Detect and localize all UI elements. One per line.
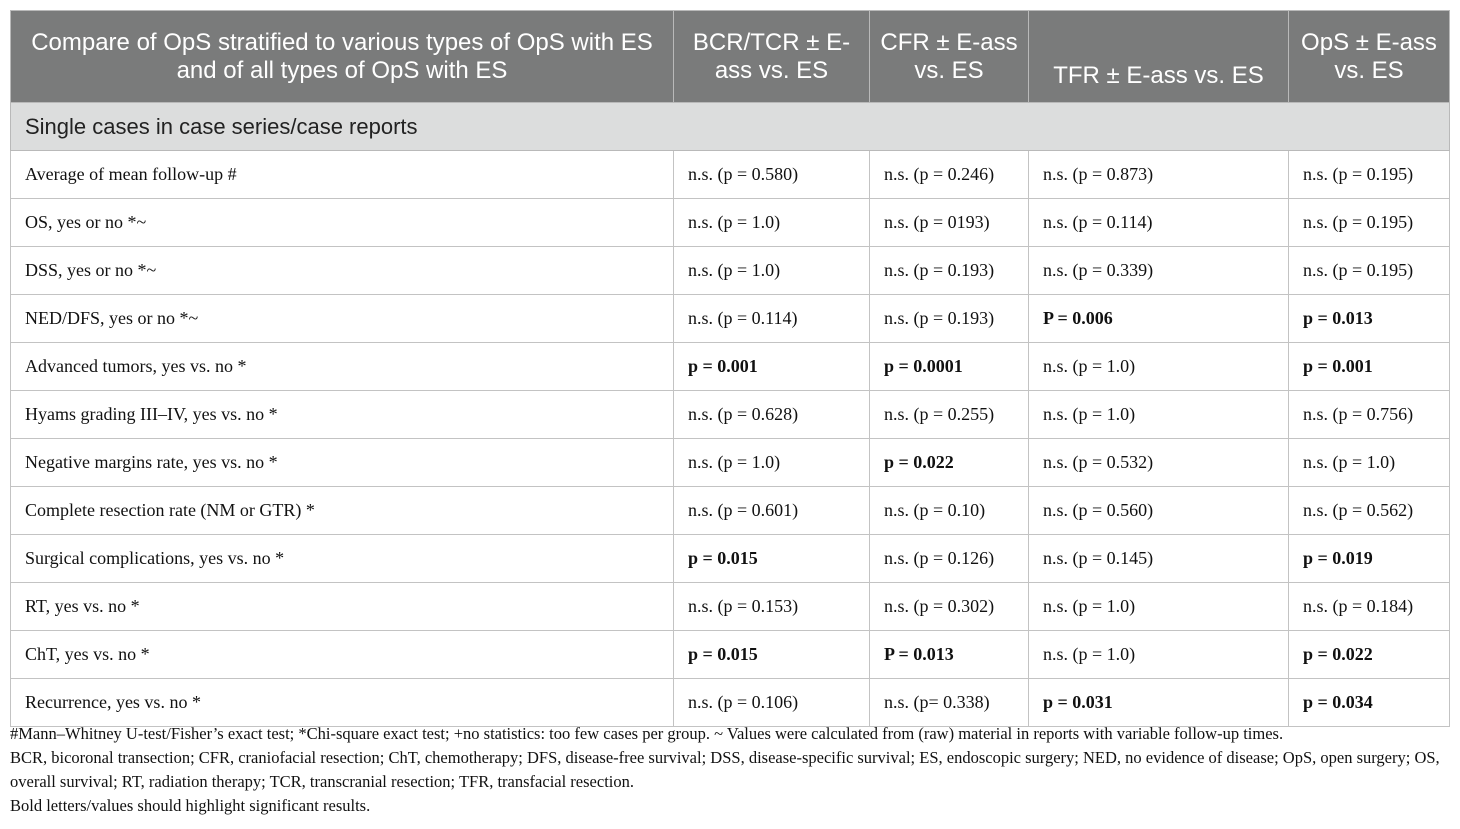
table-row — [11, 295, 1450, 343]
p-value-cell: p = 0.001 — [1289, 343, 1450, 391]
table-row — [11, 583, 1450, 631]
p-value-cell: n.s. (p = 1.0) — [674, 439, 870, 487]
p-value-cell: P = 0.006 — [1029, 295, 1289, 343]
p-value-cell: n.s. (p = 0.255) — [870, 391, 1029, 439]
row-label: Advanced tumors, yes vs. no * — [11, 343, 674, 391]
p-value-cell: n.s. (p = 0.153) — [674, 583, 870, 631]
p-value-cell: n.s. (p = 0.195) — [1289, 199, 1450, 247]
p-value-cell: n.s. (p = 0.193) — [870, 247, 1029, 295]
header-row — [11, 11, 1450, 103]
section-title: Single cases in case series/case reports — [11, 103, 1450, 151]
p-value-cell: n.s. (p = 0.532) — [1029, 439, 1289, 487]
p-value-cell: p = 0.031 — [1029, 679, 1289, 727]
table-row — [11, 343, 1450, 391]
p-value-cell: n.s. (p = 1.0) — [674, 199, 870, 247]
p-value-cell: p = 0.013 — [1289, 295, 1450, 343]
p-value-cell: n.s. (p = 0.560) — [1029, 487, 1289, 535]
p-value-cell: n.s. (p = 0.339) — [1029, 247, 1289, 295]
row-label: DSS, yes or no *~ — [11, 247, 674, 295]
p-value-cell: P = 0.013 — [870, 631, 1029, 679]
table-row — [11, 679, 1450, 727]
row-label: Hyams grading III–IV, yes vs. no * — [11, 391, 674, 439]
p-value-cell: n.s. (p = 0.601) — [674, 487, 870, 535]
table-row — [11, 199, 1450, 247]
p-value-cell: n.s. (p= 0.338) — [870, 679, 1029, 727]
p-value-cell: n.s. (p = 0.195) — [1289, 151, 1450, 199]
p-value-cell: n.s. (p = 0.114) — [674, 295, 870, 343]
table-row — [11, 391, 1450, 439]
p-value-cell: n.s. (p = 1.0) — [674, 247, 870, 295]
table-row — [11, 487, 1450, 535]
row-label: RT, yes vs. no * — [11, 583, 674, 631]
p-value-cell: n.s. (p = 0.145) — [1029, 535, 1289, 583]
p-value-cell: p = 0.0001 — [870, 343, 1029, 391]
row-label: Complete resection rate (NM or GTR) * — [11, 487, 674, 535]
p-value-cell: p = 0.034 — [1289, 679, 1450, 727]
row-label: Negative margins rate, yes vs. no * — [11, 439, 674, 487]
table-footnotes — [10, 722, 1452, 818]
row-label: OS, yes or no *~ — [11, 199, 674, 247]
header-bcr-tcr: BCR/TCR ± E-ass vs. ES — [674, 11, 870, 103]
results-table — [10, 10, 1450, 727]
header-cfr: CFR ± E-ass vs. ES — [870, 11, 1029, 103]
p-value-cell: n.s. (p = 0.756) — [1289, 391, 1450, 439]
p-value-cell: n.s. (p = 0.873) — [1029, 151, 1289, 199]
table-row — [11, 439, 1450, 487]
header-ops: OpS ± E-ass vs. ES — [1289, 11, 1450, 103]
row-label: Recurrence, yes vs. no * — [11, 679, 674, 727]
p-value-cell: p = 0.022 — [870, 439, 1029, 487]
footnote-tests: #Mann–Whitney U-test/Fisher’s exact test; *Chi-square exact test; +no statistics: too few cases per group. ~ Values were calculated from (raw) material in reports with variable follow-up times. — [10, 724, 1284, 743]
p-value-cell: n.s. (p = 0.246) — [870, 151, 1029, 199]
footnote-abbreviations: BCR, bicoronal transection; CFR, craniofacial resection; ChT, chemotherapy; DFS, disease-free survival; DSS, disease-specific survival; ES, endoscopic surgery; NED, no evidence of disease; OpS, open surgery; OS, overall survival; RT, radiation therapy; TCR, transcranial resection; TFR, transfacial resection. — [10, 748, 1440, 791]
row-label: Average of mean follow-up # — [11, 151, 674, 199]
table-row — [11, 535, 1450, 583]
p-value-cell: n.s. (p = 0.106) — [674, 679, 870, 727]
p-value-cell: p = 0.022 — [1289, 631, 1450, 679]
p-value-cell: n.s. (p = 1.0) — [1029, 391, 1289, 439]
table-row — [11, 247, 1450, 295]
p-value-cell: p = 0.015 — [674, 535, 870, 583]
footnote-bold-note: Bold letters/values should highlight significant results. — [10, 796, 371, 815]
p-value-cell: n.s. (p = 0193) — [870, 199, 1029, 247]
section-row — [11, 103, 1450, 151]
header-tfr: TFR ± E-ass vs. ES — [1029, 11, 1289, 103]
p-value-cell: n.s. (p = 0.628) — [674, 391, 870, 439]
p-value-cell: n.s. (p = 0.10) — [870, 487, 1029, 535]
p-value-cell: n.s. (p = 0.126) — [870, 535, 1029, 583]
p-value-cell: p = 0.001 — [674, 343, 870, 391]
p-value-cell: n.s. (p = 0.302) — [870, 583, 1029, 631]
p-value-cell: n.s. (p = 1.0) — [1029, 583, 1289, 631]
p-value-cell: n.s. (p = 0.195) — [1289, 247, 1450, 295]
p-value-cell: n.s. (p = 0.184) — [1289, 583, 1450, 631]
p-value-cell: p = 0.019 — [1289, 535, 1450, 583]
p-value-cell: n.s. (p = 0.562) — [1289, 487, 1450, 535]
p-value-cell: n.s. (p = 1.0) — [1029, 343, 1289, 391]
p-value-cell: n.s. (p = 0.114) — [1029, 199, 1289, 247]
row-label: NED/DFS, yes or no *~ — [11, 295, 674, 343]
header-comparison: Compare of OpS stratified to various types of OpS with ES and of all types of OpS with ES — [11, 11, 674, 103]
row-label: ChT, yes vs. no * — [11, 631, 674, 679]
table-container — [10, 10, 1449, 727]
p-value-cell: n.s. (p = 1.0) — [1289, 439, 1450, 487]
table-row — [11, 631, 1450, 679]
row-label: Surgical complications, yes vs. no * — [11, 535, 674, 583]
p-value-cell: n.s. (p = 1.0) — [1029, 631, 1289, 679]
table-row — [11, 151, 1450, 199]
p-value-cell: p = 0.015 — [674, 631, 870, 679]
p-value-cell: n.s. (p = 0.193) — [870, 295, 1029, 343]
p-value-cell: n.s. (p = 0.580) — [674, 151, 870, 199]
